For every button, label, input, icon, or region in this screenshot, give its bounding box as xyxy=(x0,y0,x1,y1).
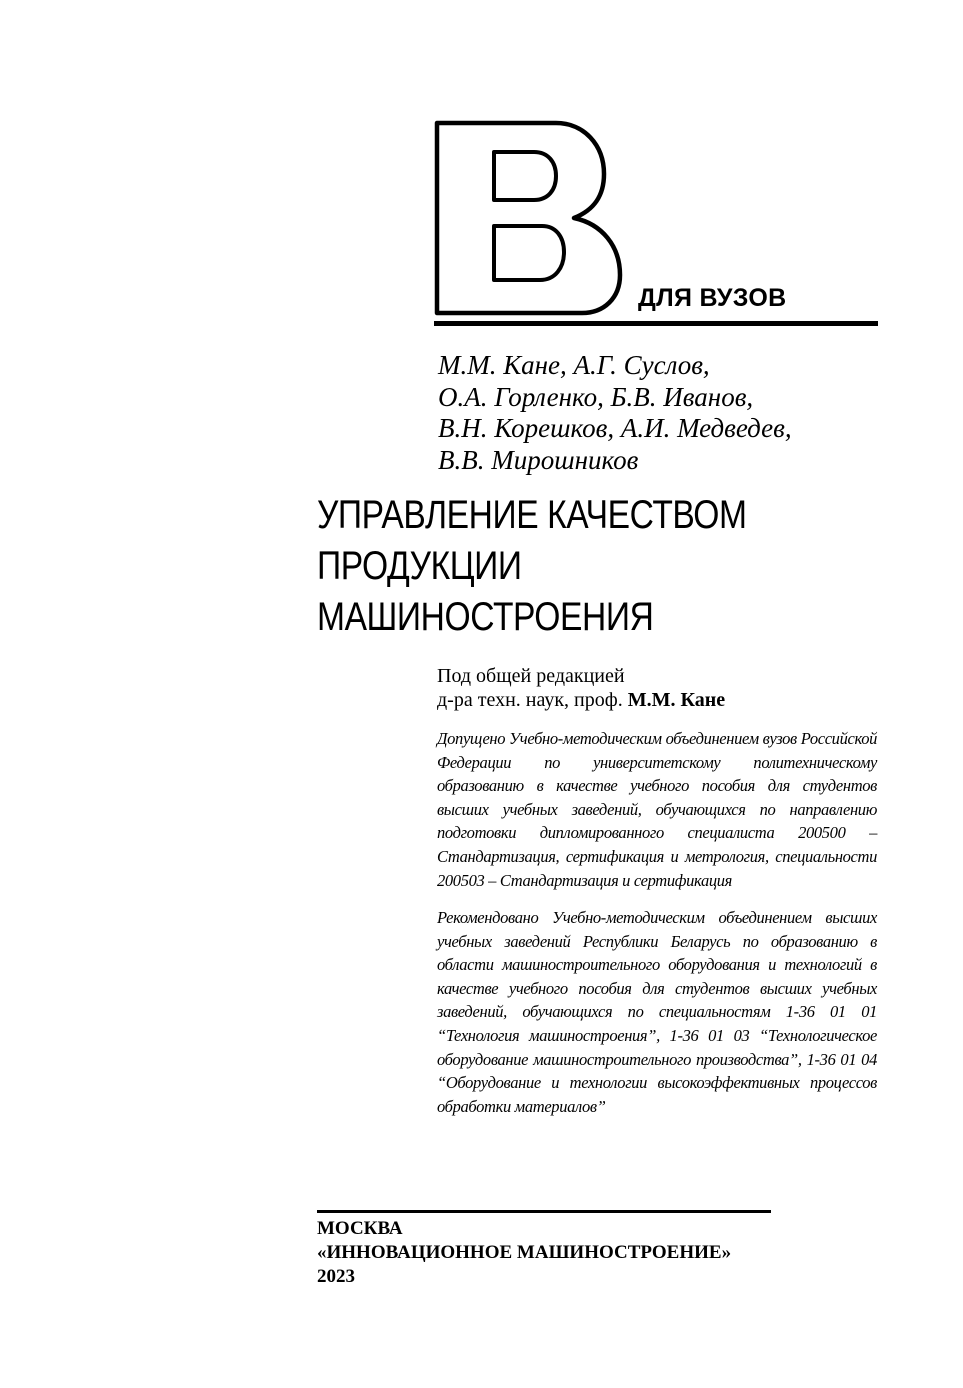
imprint-year: 2023 xyxy=(317,1266,355,1287)
author-line: В.В. Мирошников xyxy=(438,444,639,475)
approval-russia: Допущено Учебно-методическим объединением вузов Российской Федерации по университетскому политехническому образованию в качестве учебного пособия для студентов высших учебных заведений, обучающихся по направлению подготовки дипломированного специалиста 200500 – Стандартизация, сертификация и метрология, специальности 200503 – Стандартизация и сертификация xyxy=(437,729,877,890)
title-line: УПРАВЛЕНИЕ КАЧЕСТВОМ xyxy=(317,493,747,537)
authors-block xyxy=(438,350,792,476)
approval-belarus: Рекомендовано Учебно-методическим объединением высших учебных заведений Республики Беларусь по образованию в области машиностроительного оборудования и технологий в качестве учебного пособия для студентов высших учебных заведений, обучающихся по специальностям 1-36 01 01 “Технология машиностроения”, 1-36 01 03 “Технологическое оборудование машиностроительного производства”, 1-36 01 04 “Оборудование и технологии высокоэффективных процессов обработки материалов” xyxy=(437,908,877,1116)
footer-rule xyxy=(317,1210,771,1213)
book-title xyxy=(317,490,747,643)
author-line: В.Н. Корешков, А.И. Медведев, xyxy=(438,413,792,443)
editor-line-2 xyxy=(437,688,725,712)
editor-name: М.М. Кане xyxy=(627,689,726,711)
author-line: М.М. Кане, А.Г. Суслов, xyxy=(438,350,710,380)
editor-line-1: Под общей редакцией xyxy=(437,665,625,687)
series-logo-icon xyxy=(434,120,624,316)
header-rule xyxy=(434,321,878,326)
title-line: ПРОДУКЦИИ xyxy=(317,544,522,588)
imprint-city: МОСКВА xyxy=(317,1218,403,1239)
publisher-imprint xyxy=(317,1217,731,1289)
imprint-publisher: «ИННОВАЦИОННОЕ МАШИНОСТРОЕНИЕ» xyxy=(317,1242,732,1263)
series-label: ДЛЯ ВУЗОВ xyxy=(638,284,787,312)
author-line: О.А. Горленко, Б.В. Иванов, xyxy=(438,381,754,412)
editor-credit xyxy=(437,664,725,712)
title-line: МАШИНОСТРОЕНИЯ xyxy=(317,595,654,639)
editor-title: д-ра техн. наук, проф. xyxy=(437,689,623,711)
